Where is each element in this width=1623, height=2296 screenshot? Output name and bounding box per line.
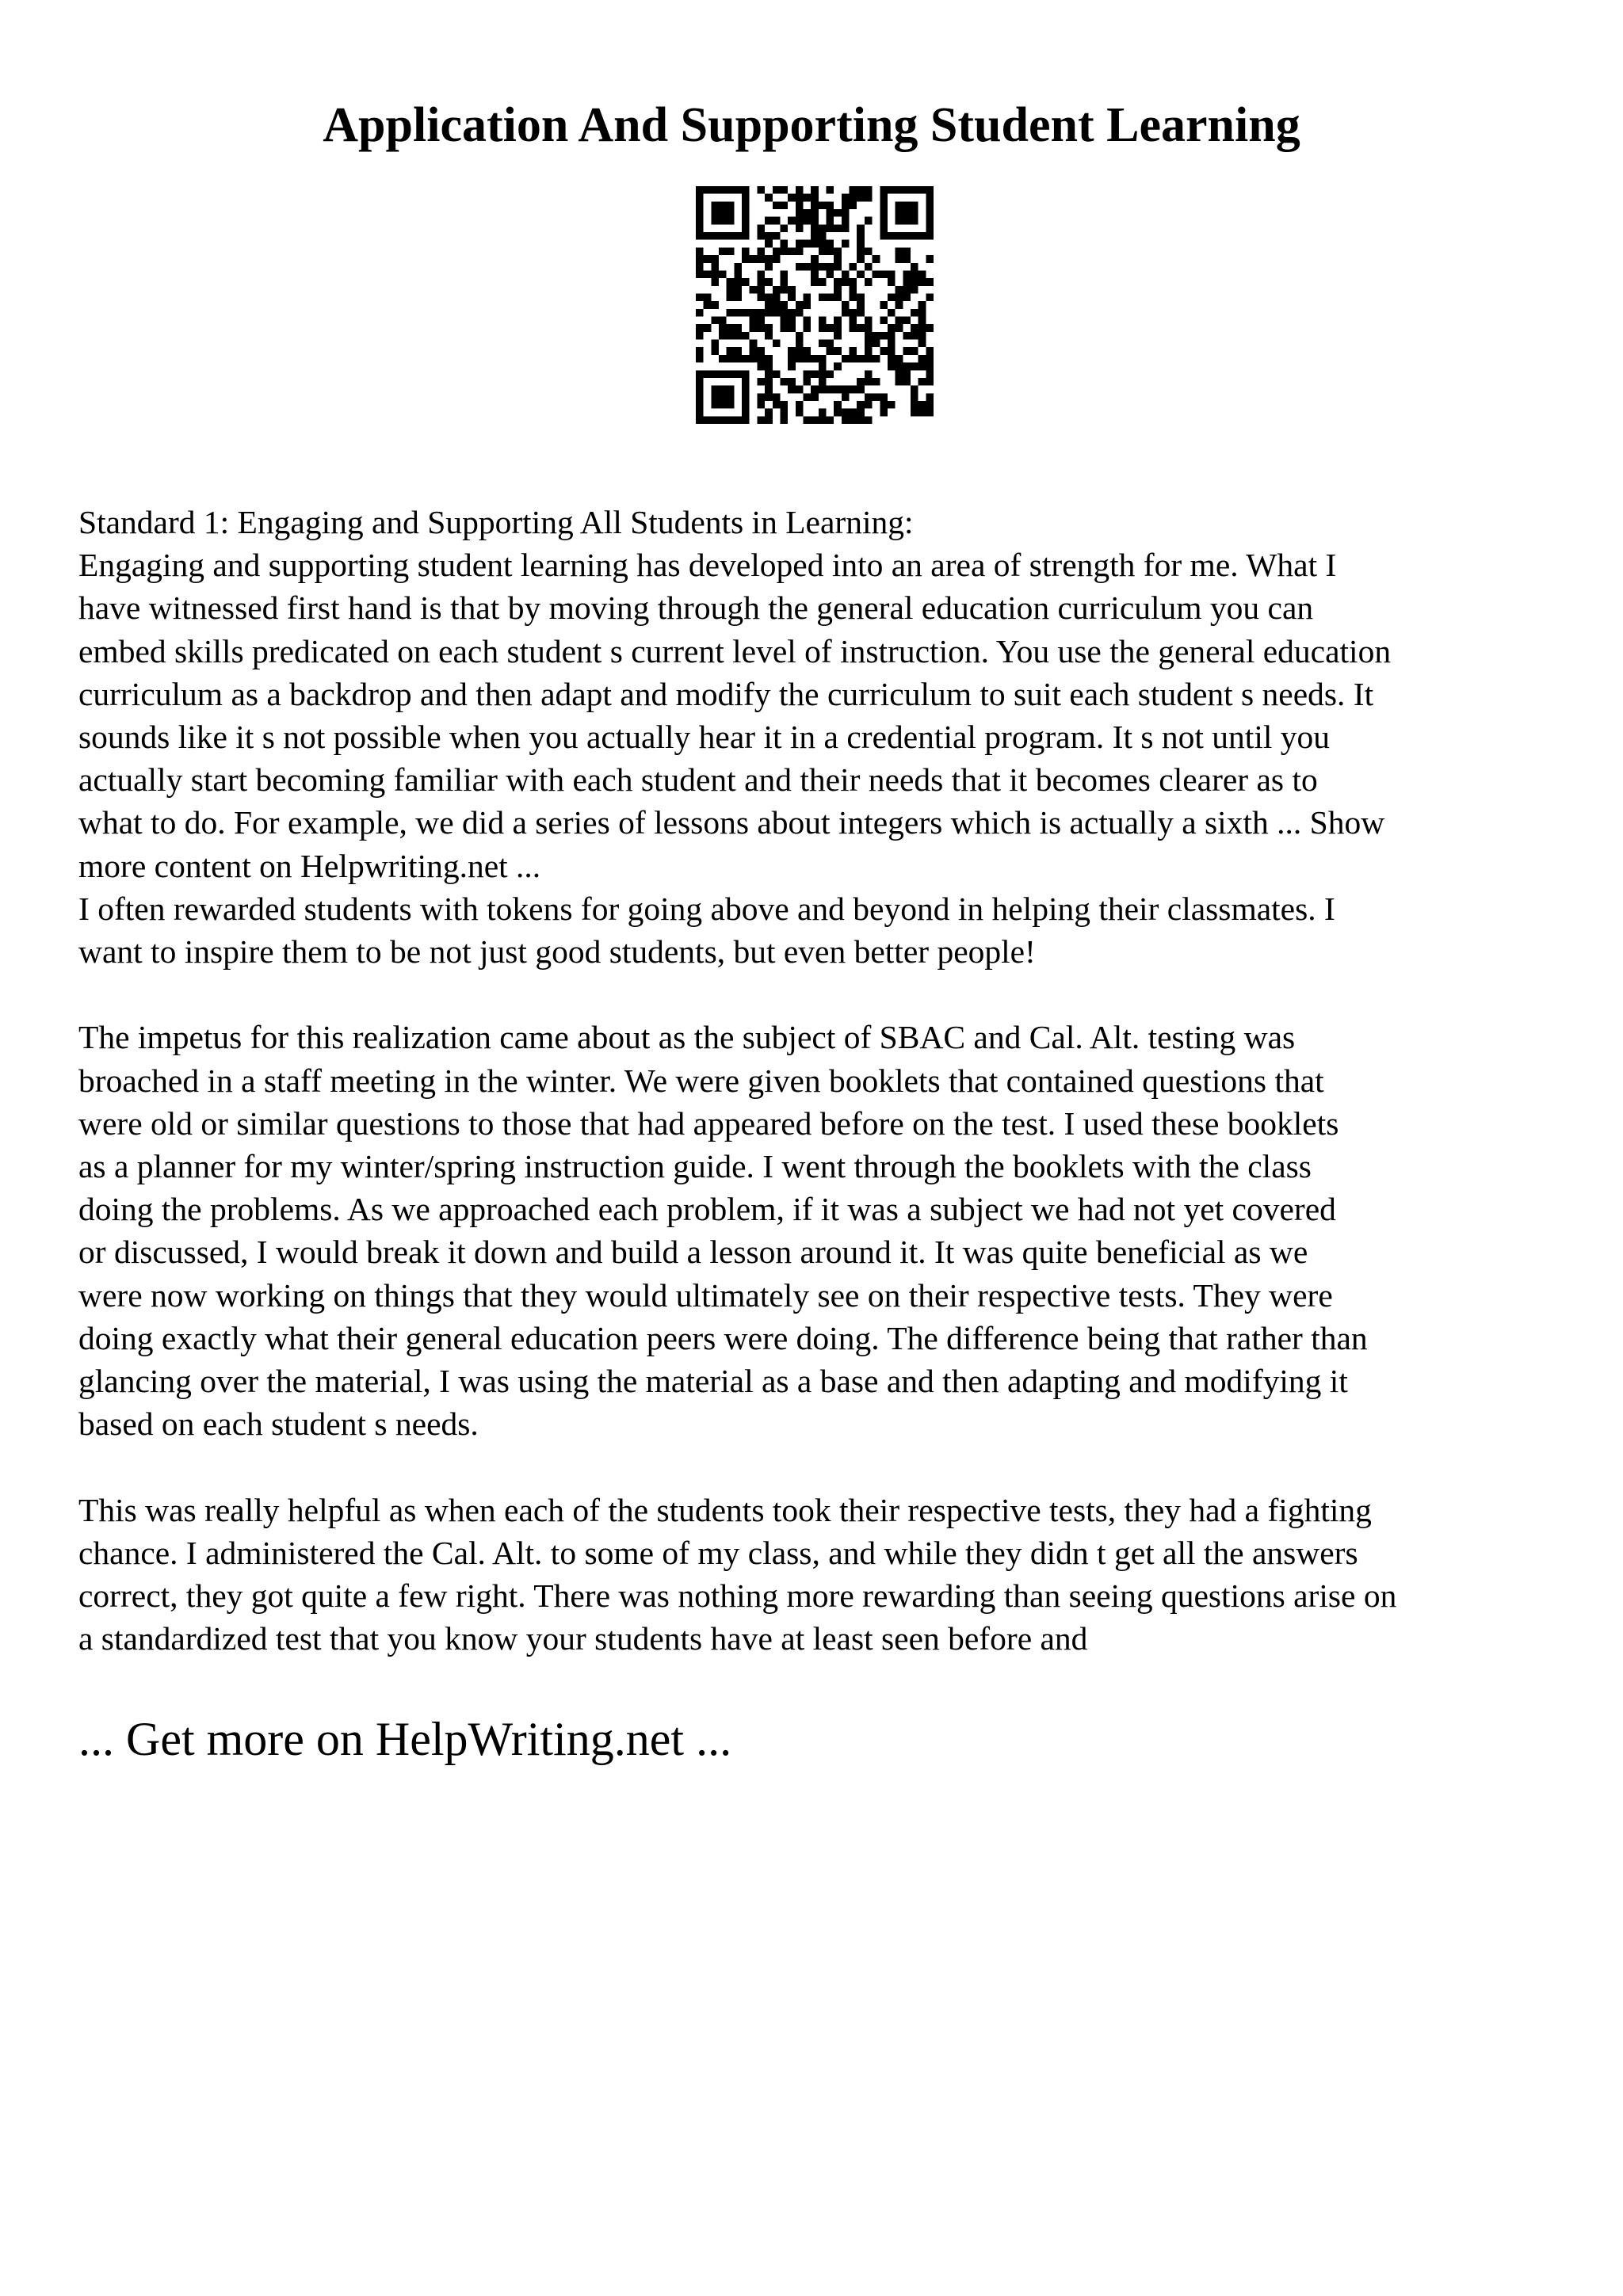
body-text bbox=[78, 501, 1568, 1660]
paragraph-line: have witnessed first hand is that by moving through the general education curriculum you can bbox=[78, 589, 1314, 627]
paragraph-line: embed skills predicated on each student s current level of instruction. You use the general education bbox=[78, 632, 1392, 669]
paragraph-line: doing the problems. As we approached each problem, if it was a subject we had not yet covered bbox=[78, 1191, 1336, 1228]
paragraph-line: want to inspire them to be not just good students, but even better people! bbox=[78, 933, 1036, 971]
paragraph-3 bbox=[78, 1489, 1568, 1661]
qr-code-icon bbox=[696, 186, 934, 424]
paragraph-line: sounds like it s not possible when you actually hear it in a credential program. It s not until you bbox=[78, 719, 1331, 756]
paragraph-line: This was really helpful as when each of the students took their respective tests, they had a fighting bbox=[78, 1491, 1372, 1528]
paragraph-line: were old or similar questions to those that had appeared before on the test. I used these booklets bbox=[78, 1104, 1339, 1142]
paragraph-line: or discussed, I would break it down and build a lesson around it. It was quite beneficial as we bbox=[78, 1234, 1308, 1271]
paragraph-line: doing exactly what their general education peers were doing. The difference being that rather than bbox=[78, 1319, 1368, 1356]
paragraph-line: were now working on things that they would ultimately see on their respective tests. They were bbox=[78, 1276, 1333, 1314]
paragraph-line: as a planner for my winter/spring instruction guide. I went through the booklets with the class bbox=[78, 1148, 1312, 1185]
paragraph-line: more content on Helpwriting.net ... bbox=[78, 847, 541, 884]
paragraph-line: based on each student s needs. bbox=[78, 1405, 479, 1443]
paragraph-line: glancing over the material, I was using the material as a base and then adapting and modifying it bbox=[78, 1363, 1348, 1400]
paragraph-line: curriculum as a backdrop and then adapt and modify the curriculum to suit each student s needs. It bbox=[78, 675, 1374, 712]
paragraph-line: Standard 1: Engaging and Supporting All Students in Learning: bbox=[78, 504, 914, 540]
get-more-link[interactable]: ... Get more on HelpWriting.net ... bbox=[78, 1713, 732, 1765]
paragraph-line: Engaging and supporting student learning has developed into an area of strength for me. What I bbox=[78, 547, 1337, 584]
paragraph-gap bbox=[78, 1445, 1568, 1488]
paragraph-2 bbox=[78, 1016, 1568, 1445]
paragraph-line: what to do. For example, we did a series of lessons about integers which is actually a sixth ... Show bbox=[78, 804, 1385, 841]
paragraph-line: The impetus for this realization came about as the subject of SBAC and Cal. Alt. testing was bbox=[78, 1019, 1296, 1056]
paragraph-gap bbox=[78, 973, 1568, 1016]
paragraph-line: I often rewarded students with tokens for going above and beyond in helping their classmates. I bbox=[78, 890, 1335, 927]
paragraph-line: broached in a staff meeting in the winter. We were given booklets that contained questions that bbox=[78, 1062, 1324, 1099]
paragraph-line: correct, they got quite a few right. There was nothing more rewarding than seeing questions arise on bbox=[78, 1577, 1397, 1615]
paragraph-line: a standardized test that you know your students have at least seen before and bbox=[78, 1620, 1088, 1657]
paragraph-line: chance. I administered the Cal. Alt. to some of my class, and while they didn t get all the answers bbox=[78, 1534, 1358, 1571]
page-title: Application And Supporting Student Learning bbox=[323, 98, 1300, 152]
paragraph-1 bbox=[78, 501, 1568, 973]
paragraph-line: actually start becoming familiar with each student and their needs that it becomes clearer as to bbox=[78, 761, 1318, 799]
